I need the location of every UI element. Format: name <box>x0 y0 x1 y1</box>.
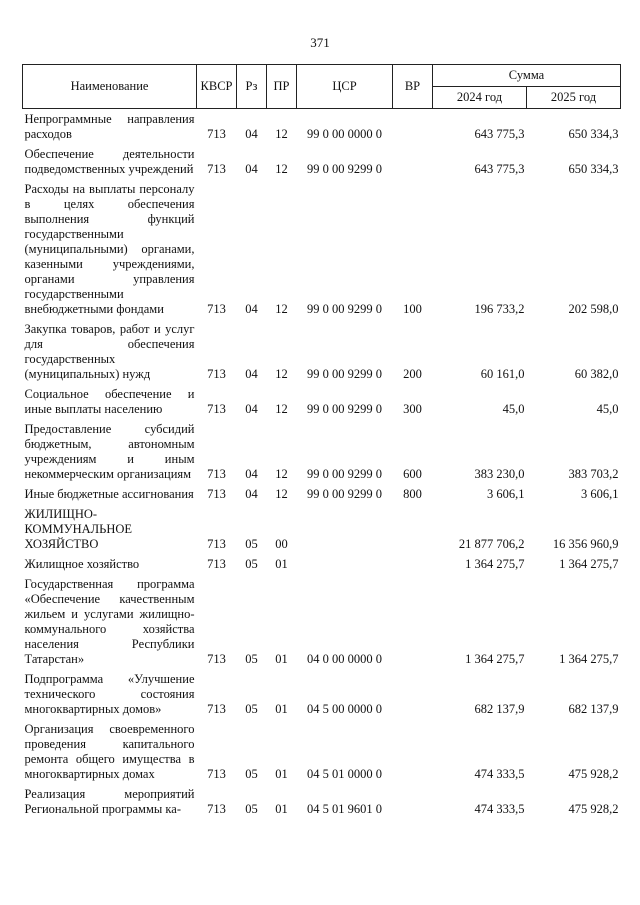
cell-name: Обеспечение деятельности подведомственных учреждений <box>24 147 195 176</box>
table-row <box>23 144 621 179</box>
table-body <box>23 109 621 820</box>
cell-pr: 00 <box>275 537 288 551</box>
cell-vr: 300 <box>403 402 422 416</box>
cell-name: Закупка товаров, работ и услуг для обеспечения государственных (муниципальных) нужд <box>24 322 195 381</box>
cell-vr <box>393 784 433 819</box>
cell-vr: 800 <box>403 487 422 501</box>
cell-pr: 12 <box>275 162 288 176</box>
table-row <box>23 484 621 504</box>
header-2024: 2024 год <box>433 87 527 109</box>
page-number: 371 <box>310 35 330 50</box>
cell-pr: 12 <box>275 127 288 141</box>
cell-y2024: 60 161,0 <box>480 367 525 381</box>
table-row <box>23 419 621 484</box>
cell-name: Организация своевременного проведения капитального ремонта общего имущества в многоквартирных домах <box>24 722 195 781</box>
table-row <box>23 554 621 574</box>
cell-vr <box>393 144 433 179</box>
cell-name: Социальное обеспечение и иные выплаты населению <box>24 387 195 416</box>
cell-y2025: 3 606,1 <box>581 487 619 501</box>
cell-csr: 99 0 00 9299 0 <box>307 487 382 501</box>
cell-pr: 01 <box>275 652 288 666</box>
cell-rz: 05 <box>245 802 258 816</box>
cell-name: Подпрограмма «Улучшение технического состояния многоквартирных домов» <box>24 672 195 716</box>
cell-csr: 99 0 00 9299 0 <box>307 162 382 176</box>
table-row <box>23 179 621 319</box>
cell-vr <box>393 109 433 145</box>
cell-y2025: 60 382,0 <box>574 367 619 381</box>
header-rz: Рз <box>237 65 267 109</box>
cell-name: Иные бюджетные ассигнования <box>24 487 194 501</box>
cell-kvsr: 713 <box>207 557 226 571</box>
cell-vr <box>393 574 433 669</box>
cell-kvsr: 713 <box>207 162 226 176</box>
cell-name: ЖИЛИЩНО-КОММУНАЛЬНОЕ ХОЗЯЙСТВО <box>24 507 133 551</box>
cell-pr: 01 <box>275 802 288 816</box>
cell-kvsr: 713 <box>207 702 226 716</box>
cell-name: Предоставление субсидий бюджетным, автономным учреждениям и иным некоммерческим организациям <box>24 422 195 481</box>
cell-kvsr: 713 <box>207 367 226 381</box>
cell-csr: 04 0 00 0000 0 <box>307 652 382 666</box>
cell-pr: 01 <box>275 557 288 571</box>
cell-rz: 05 <box>245 767 258 781</box>
cell-rz: 05 <box>245 702 258 716</box>
table-row <box>23 669 621 719</box>
header-pr: ПР <box>267 65 297 109</box>
cell-kvsr: 713 <box>207 802 226 816</box>
header-vr: ВР <box>393 65 433 109</box>
cell-vr: 200 <box>403 367 422 381</box>
cell-y2025: 650 334,3 <box>568 162 619 176</box>
table-row <box>23 784 621 819</box>
cell-y2025: 682 137,9 <box>568 702 619 716</box>
cell-y2024: 196 733,2 <box>474 302 525 316</box>
cell-y2024: 1 364 275,7 <box>465 652 525 666</box>
cell-pr: 12 <box>275 487 288 501</box>
cell-y2024: 383 230,0 <box>474 467 525 481</box>
cell-kvsr: 713 <box>207 402 226 416</box>
header-kvsr: КВСР <box>197 65 237 109</box>
cell-y2025: 383 703,2 <box>568 467 619 481</box>
cell-vr: 600 <box>403 467 422 481</box>
cell-vr <box>393 554 433 574</box>
cell-rz: 05 <box>245 537 258 551</box>
table-row <box>23 574 621 669</box>
cell-pr: 01 <box>275 767 288 781</box>
cell-y2024: 682 137,9 <box>474 702 525 716</box>
cell-pr: 12 <box>275 467 288 481</box>
cell-kvsr: 713 <box>207 487 226 501</box>
cell-y2024: 474 333,5 <box>474 767 525 781</box>
cell-vr <box>393 669 433 719</box>
cell-kvsr: 713 <box>207 537 226 551</box>
cell-rz: 04 <box>245 302 258 316</box>
cell-rz: 04 <box>245 367 258 381</box>
cell-kvsr: 713 <box>207 767 226 781</box>
cell-csr: 04 5 00 0000 0 <box>307 702 382 716</box>
cell-y2025: 1 364 275,7 <box>559 557 619 571</box>
cell-y2025: 650 334,3 <box>568 127 619 141</box>
table-row <box>23 319 621 384</box>
cell-vr <box>393 719 433 784</box>
cell-vr <box>393 504 433 554</box>
cell-y2025: 1 364 275,7 <box>559 652 619 666</box>
cell-csr: 99 0 00 9299 0 <box>307 367 382 381</box>
cell-rz: 04 <box>245 162 258 176</box>
cell-y2024: 643 775,3 <box>474 162 525 176</box>
cell-name: Непрограммные направления расходов <box>24 112 195 141</box>
cell-csr <box>297 554 393 574</box>
table-row <box>23 719 621 784</box>
cell-name: Государственная программа «Обеспечение качественным жильем и услугами жилищно-коммунального хозяйства населения Республики Татарстан» <box>24 577 195 666</box>
cell-y2025: 16 356 960,9 <box>552 537 619 551</box>
table-row <box>23 504 621 554</box>
cell-csr: 99 0 00 0000 0 <box>307 127 382 141</box>
cell-csr <box>297 504 393 554</box>
cell-rz: 05 <box>245 557 258 571</box>
cell-y2024: 45,0 <box>502 402 525 416</box>
cell-csr: 04 5 01 0000 0 <box>307 767 382 781</box>
cell-y2025: 202 598,0 <box>568 302 619 316</box>
cell-y2025: 475 928,2 <box>568 767 619 781</box>
cell-csr: 99 0 00 9299 0 <box>307 302 382 316</box>
cell-y2025: 45,0 <box>596 402 619 416</box>
cell-y2024: 21 877 706,2 <box>458 537 525 551</box>
header-sum: Сумма <box>433 65 621 87</box>
cell-csr: 99 0 00 9299 0 <box>307 467 382 481</box>
cell-rz: 04 <box>245 127 258 141</box>
cell-pr: 12 <box>275 402 288 416</box>
cell-y2024: 643 775,3 <box>474 127 525 141</box>
cell-rz: 04 <box>245 402 258 416</box>
cell-y2025: 475 928,2 <box>568 802 619 816</box>
cell-name: Реализация мероприятий Региональной программы ка- <box>24 787 195 816</box>
cell-csr: 04 5 01 9601 0 <box>307 802 382 816</box>
cell-kvsr: 713 <box>207 302 226 316</box>
header-csr: ЦСР <box>297 65 393 109</box>
cell-vr: 100 <box>403 302 422 316</box>
cell-kvsr: 713 <box>207 127 226 141</box>
cell-rz: 05 <box>245 652 258 666</box>
table-row <box>23 109 621 145</box>
header-2025: 2025 год <box>527 87 621 109</box>
cell-pr: 12 <box>275 302 288 316</box>
cell-pr: 01 <box>275 702 288 716</box>
cell-csr: 99 0 00 9299 0 <box>307 402 382 416</box>
cell-y2024: 474 333,5 <box>474 802 525 816</box>
cell-name: Жилищное хозяйство <box>24 557 140 571</box>
cell-kvsr: 713 <box>207 652 226 666</box>
cell-rz: 04 <box>245 467 258 481</box>
cell-y2024: 3 606,1 <box>487 487 525 501</box>
cell-name: Расходы на выплаты персоналу в целях обеспечения выполнения функций государственными (муниципальными) органами, казенными учреждениями, органами управления государственными внебюджетными фондами <box>24 182 195 316</box>
cell-y2024: 1 364 275,7 <box>465 557 525 571</box>
cell-pr: 12 <box>275 367 288 381</box>
cell-rz: 04 <box>245 487 258 501</box>
table-row <box>23 384 621 419</box>
header-name: Наименование <box>23 65 197 109</box>
cell-kvsr: 713 <box>207 467 226 481</box>
budget-table <box>22 64 621 819</box>
